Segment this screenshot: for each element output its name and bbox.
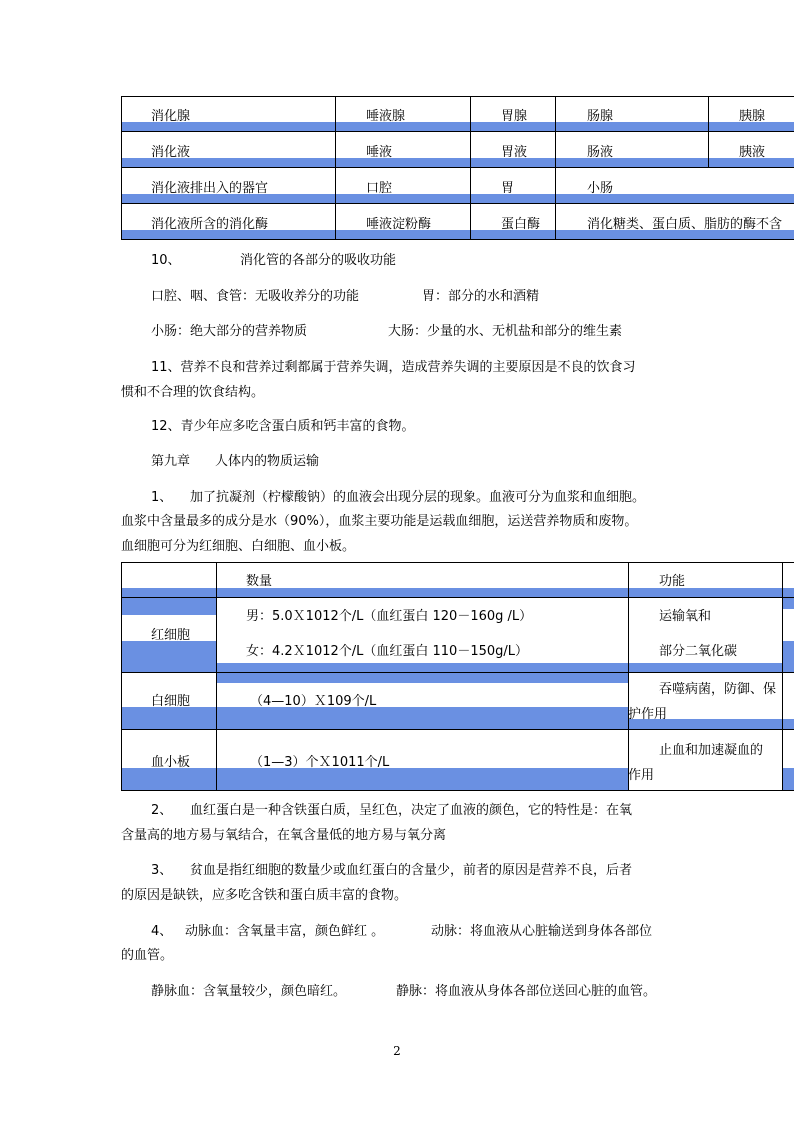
- table1-cell: 消化腺: [151, 109, 191, 124]
- wbc-name: 白细胞: [151, 694, 191, 709]
- table1-cell: 胃腺: [501, 109, 528, 124]
- plt-count: （1—3）个Ｘ1011个/L: [250, 755, 390, 770]
- rbc-count-male: 男：5.0Ｘ1012个/L（血红蛋白 120－160g /L）: [246, 609, 533, 624]
- arterial-blood: 动脉血：含氧量丰富，颜色鲜红 。: [185, 924, 385, 939]
- wbc-function-2: 护作用: [628, 707, 668, 722]
- table1-cell: 消化糖类、蛋白质、脂肪的酶不含: [587, 217, 783, 232]
- table1-cell: 蛋白酶: [501, 217, 541, 232]
- header-function: 功能: [659, 574, 686, 589]
- plt-name: 血小板: [151, 755, 191, 770]
- table1-cell: 消化液所含的消化酶: [151, 217, 269, 232]
- wbc-function-1: 吞噬病菌，防御、保: [659, 682, 777, 697]
- table1-cell: 肠液: [587, 145, 614, 160]
- absorption-large-intestine: 大肠：少量的水、无机盐和部分的维生素: [388, 324, 623, 339]
- rbc-function-1: 运输氧和: [659, 609, 712, 624]
- blood2-line1: 血红蛋白是一种含铁蛋白质，呈红色，决定了血液的颜色，它的特性是：在氧: [190, 803, 633, 818]
- blood3-line1: 贫血是指红细胞的数量少或血红蛋白的含量少，前者的原因是营养不良，后者: [190, 863, 633, 878]
- table1-cell: 胰液: [739, 145, 766, 160]
- table1-cell: 口腔: [366, 181, 393, 196]
- item10-text: 消化管的各部分的吸收功能: [240, 253, 397, 268]
- rbc-name: 红细胞: [151, 628, 191, 643]
- blood3-number: 3、: [151, 863, 173, 878]
- table1-cell: 消化液排出入的器官: [151, 181, 269, 196]
- chapter-label: 第九章: [151, 454, 191, 469]
- venous-blood: 静脉血：含氧量较少，颜色暗红。: [151, 984, 347, 999]
- blood1-line1: 加了抗凝剂（柠檬酸钠）的血液会出现分层的现象。血液可分为血浆和血细胞。: [190, 490, 646, 505]
- table1-cell: 唾液淀粉酶: [366, 217, 432, 232]
- table1-cell: 消化液: [151, 145, 191, 160]
- artery: 动脉：将血液从心脏输送到身体各部位: [431, 924, 653, 939]
- rbc-function-2: 部分二氧化碳: [659, 644, 738, 659]
- item12: 12、青少年应多吃含蛋白质和钙丰富的食物。: [151, 419, 415, 434]
- table1-cell: 胰腺: [739, 109, 766, 124]
- absorption-stomach: 胃：部分的水和酒精: [422, 289, 540, 304]
- absorption-mouth: 口腔、咽、食管：无吸收养分的功能: [151, 289, 360, 304]
- blood1-line3: 血细胞可分为红细胞、白细胞、血小板。: [121, 539, 356, 554]
- blood1-line2: 血浆中含量最多的成分是水（90%），血浆主要功能是运载血细胞，运送营养物质和废物。: [121, 514, 638, 529]
- item11-line2: 惯和不合理的饮食结构。: [121, 385, 265, 400]
- wbc-count: （4—10）Ｘ109个/L: [250, 694, 377, 709]
- chapter-title: 人体内的物质运输: [215, 454, 320, 469]
- blood1-number: 1、: [151, 490, 173, 505]
- table1-cell: 唾液腺: [366, 109, 406, 124]
- vein: 静脉：将血液从身体各部位送回心脏的血管。: [396, 984, 657, 999]
- blood3-line2: 的原因是缺铁，应多吃含铁和蛋白质丰富的食物。: [121, 888, 408, 903]
- header-count: 数量: [246, 574, 273, 589]
- blood2-number: 2、: [151, 803, 173, 818]
- table1-cell: 肠腺: [587, 109, 614, 124]
- blood4-line2: 的血管。: [121, 948, 174, 963]
- table1-cell: 胃: [501, 181, 515, 196]
- item10-number: 10、: [151, 253, 181, 268]
- absorption-small-intestine: 小肠：绝大部分的营养物质: [151, 324, 308, 339]
- page-number: 2: [393, 1044, 401, 1058]
- plt-function-1: 止血和加速凝血的: [659, 743, 764, 758]
- plt-function-2: 作用: [628, 768, 655, 783]
- table1-cell: 胃液: [501, 145, 528, 160]
- blood2-line2: 含量高的地方易与氧结合，在氧含量低的地方易与氧分离: [121, 828, 447, 843]
- item11-line1: 11、营养不良和营养过剩都属于营养失调，造成营养失调的主要原因是不良的饮食习: [151, 360, 636, 375]
- table1-cell: 小肠: [587, 181, 614, 196]
- blood4-number: 4、: [151, 924, 173, 939]
- table1-cell: 唾液: [366, 145, 393, 160]
- rbc-count-female: 女：4.2Ｘ1012个/L（血红蛋白 110－150g/L）: [246, 644, 529, 659]
